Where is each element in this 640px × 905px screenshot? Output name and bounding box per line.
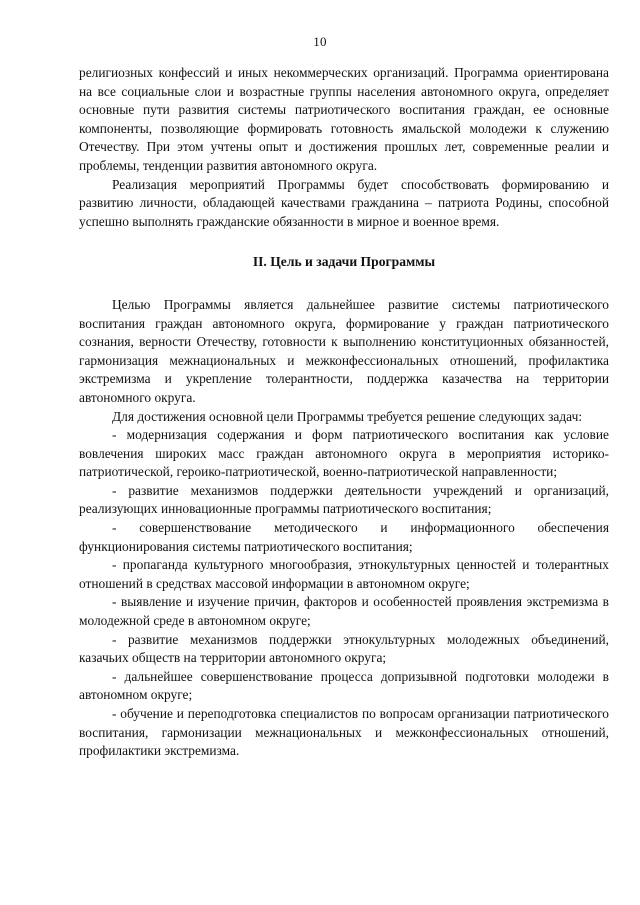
task-item: - выявление и изучение причин, факторов и особенностей проявления экстремизма в молодежной среде в автономном округе; [79, 594, 609, 629]
task-item: - развитие механизмов поддержки деятельности учреждений и организаций, реализующих инновационные программы патриотического воспитания; [79, 482, 609, 517]
task-item: - пропаганда культурного многообразия, этнокультурных ценностей и толерантных отношений в средствах массовой информации в автономном округе; [79, 557, 609, 591]
task-item: - модернизация содержания и форм патриотического воспитания как условие вовлечения широких масс граждан автономного округа в мероприятия историко-патриотической, героико-патриотической, военно-патриотической направленности; [79, 427, 609, 480]
paragraph-tasks-intro: Для достижения основной цели Программы требуется решение следующих задач: [112, 408, 583, 424]
task-item: - дальнейшее совершенствование процесса допризывной подготовки молодежи в автономном округе; [79, 668, 609, 703]
paragraph-implementation: Реализация мероприятий Программы будет способствовать формированию и развитию личности, обладающей качествами гражданина – патриота Родины, способной успешно выполнять гражданские обязанности в мирное и военное время. [79, 176, 609, 229]
paragraph-goal: Целью Программы является дальнейшее развитие системы патриотического воспитания граждан автономного округа, формирование у граждан патриотического сознания, верности Отечеству, готовности к выполнению конституционных обязанностей, гармонизация межнациональных и межконфессиональных отношений, профилактика экстремизма и укрепление толерантности, поддержка казачества на территории автономного округа. [79, 296, 609, 405]
page-number: 10 [313, 34, 327, 49]
task-item: - обучение и переподготовка специалистов по вопросам организации патриотического воспитания, гармонизации межнациональных и межконфессиональных отношений, профилактики экстремизма. [79, 706, 609, 759]
section-heading: II. Цель и задачи Программы [252, 254, 436, 270]
document-body [79, 64, 609, 761]
task-item: - развитие механизмов поддержки этнокультурных молодежных объединений, казачьих обществ на территории автономного округа; [79, 631, 609, 666]
paragraph-continuation: религиозных конфессий и иных некоммерческих организаций. Программа ориентирована на все социальные слои и возрастные группы населения автономного округа, определяет основные пути развития системы патриотического воспитания граждан, ее основные компоненты, позволяющие формировать готовность ямальской молодежи к служению Отечеству. При этом учтены опыт и достижения прошлых лет, современные реалии и проблемы, тенденции развития автономного округа. [79, 65, 609, 173]
task-item: - совершенствование методического и информационного обеспечения функционирования системы патриотического воспитания; [79, 520, 609, 554]
